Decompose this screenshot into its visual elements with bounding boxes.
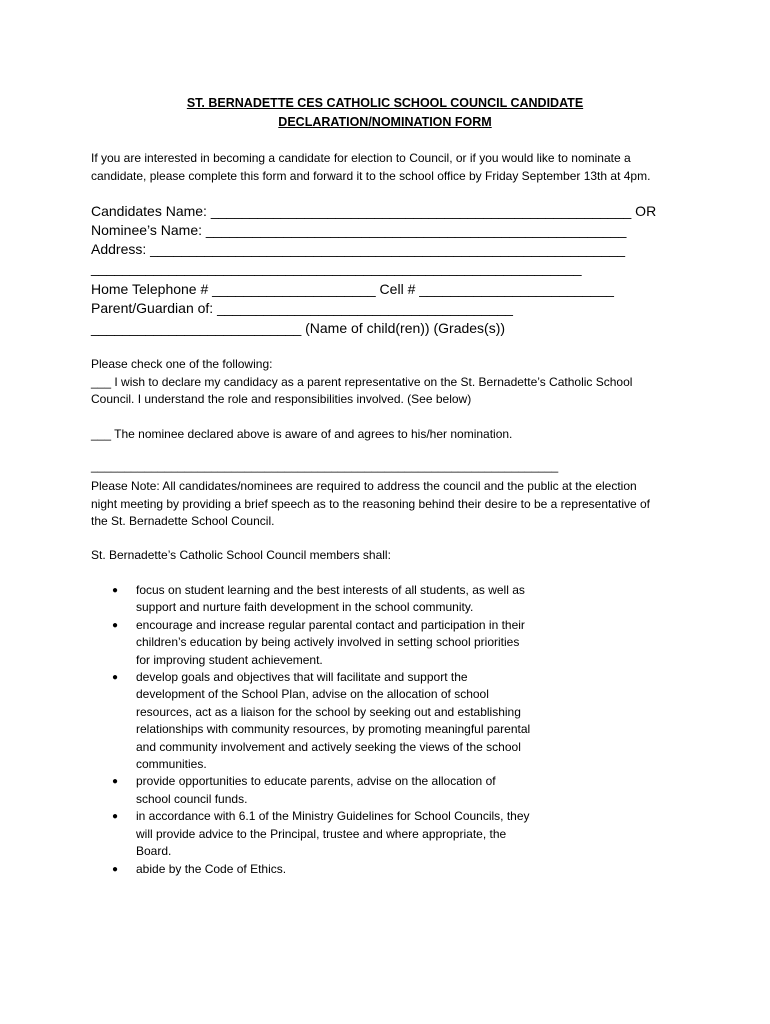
list-item-line: for improving student achievement. [136,652,323,667]
parent-guardian-field[interactable]: Parent/Guardian of: ______________________________________ [91,300,513,316]
list-item-line: development of the School Plan, advise on the allocation of school [136,687,489,702]
bullet-icon: ● [112,672,119,684]
candidacy-option-line2: Council. I understand the role and responsibilities involved. (See below) [91,392,472,406]
bullet-icon: ● [112,585,119,596]
check-heading: Please check one of the following: [91,357,273,371]
address-continuation-field[interactable]: _______________________________________________________________ [91,260,582,276]
list-item-line: relationships with community resources, by promoting meaningful parental [136,722,531,737]
nomination-option[interactable]: ___ The nominee declared above is aware of and agrees to his/her nomination. [91,427,513,441]
address-field[interactable]: Address: _____________________________________________________________ [91,241,626,257]
members-duties-list [112,582,530,878]
candidacy-option[interactable]: ___ I wish to declare my candidacy as a parent representative on the St. Bernadette’s Catholic School [91,375,633,389]
list-item-line: Board. [136,844,172,859]
bullet-icon: ● [112,776,119,788]
members-heading: St. Bernadette’s Catholic School Council members shall: [91,548,391,562]
list-item-line: abide by the Code of Ethics. [136,861,287,876]
form-title-line1: ST. BERNADETTE CES CATHOLIC SCHOOL COUNCIL CANDIDATE [186,96,584,110]
children-grades-field[interactable]: ___________________________ (Name of child(ren)) (Grades(s)) [91,320,506,336]
list-item-line: provide opportunities to educate parents, advise on the allocation of [136,774,496,789]
bullet-icon: ● [112,811,119,823]
list-item-line: children’s education by being actively involved in setting school priorities [136,635,520,650]
list-item-line: focus on student learning and the best interests of all students, as well as [136,583,525,597]
list-item-line: in accordance with 6.1 of the Ministry Guidelines for School Councils, they [136,809,530,824]
bullet-icon: ● [112,863,119,875]
note-line3: the St. Bernadette School Council. [91,514,275,528]
telephone-cell-field[interactable]: Home Telephone # _____________________ Cell # _________________________ [91,281,614,297]
nominee-name-field[interactable]: Nominee’s Name: ______________________________________________________ [91,222,627,238]
list-item-line: support and nurture faith development in the school community. [136,600,474,615]
intro-line1: If you are interested in becoming a candidate for election to Council, or if you would like to nominate a [91,151,631,165]
list-item-line: encourage and increase regular parental contact and participation in their [136,617,525,632]
form-title-line2: DECLARATION/NOMINATION FORM [278,115,492,129]
list-item-line: and community involvement and actively seeking the views of the school [136,739,521,754]
signature-line[interactable]: ______________________________________________________________________ [91,459,559,473]
note-line2: night meeting by providing a brief speech as to the reasoning behind their desire to be a representative of [91,497,651,511]
intro-line2: candidate, please complete this form and forward it to the school office by Friday September 13th at 4pm. [91,169,651,183]
list-item-line: will provide advice to the Principal, trustee and where appropriate, the [136,826,507,841]
list-item-line: develop goals and objectives that will facilitate and support the [136,670,468,685]
list-item-line: communities. [136,757,207,772]
list-item [112,582,530,617]
list-item [112,773,530,808]
list-item-line: resources, act as a liaison for the school by seeking out and establishing [136,704,521,719]
list-item [112,617,530,669]
list-item [112,808,530,860]
bullet-icon: ● [112,619,119,631]
list-item [112,669,530,773]
candidates-name-field[interactable]: Candidates Name: ______________________________________________________ OR [91,203,657,219]
list-item-line: school council funds. [136,791,248,806]
note-line1: Please Note: All candidates/nominees are required to address the council and the public at the election [91,479,637,493]
list-item [112,861,530,878]
